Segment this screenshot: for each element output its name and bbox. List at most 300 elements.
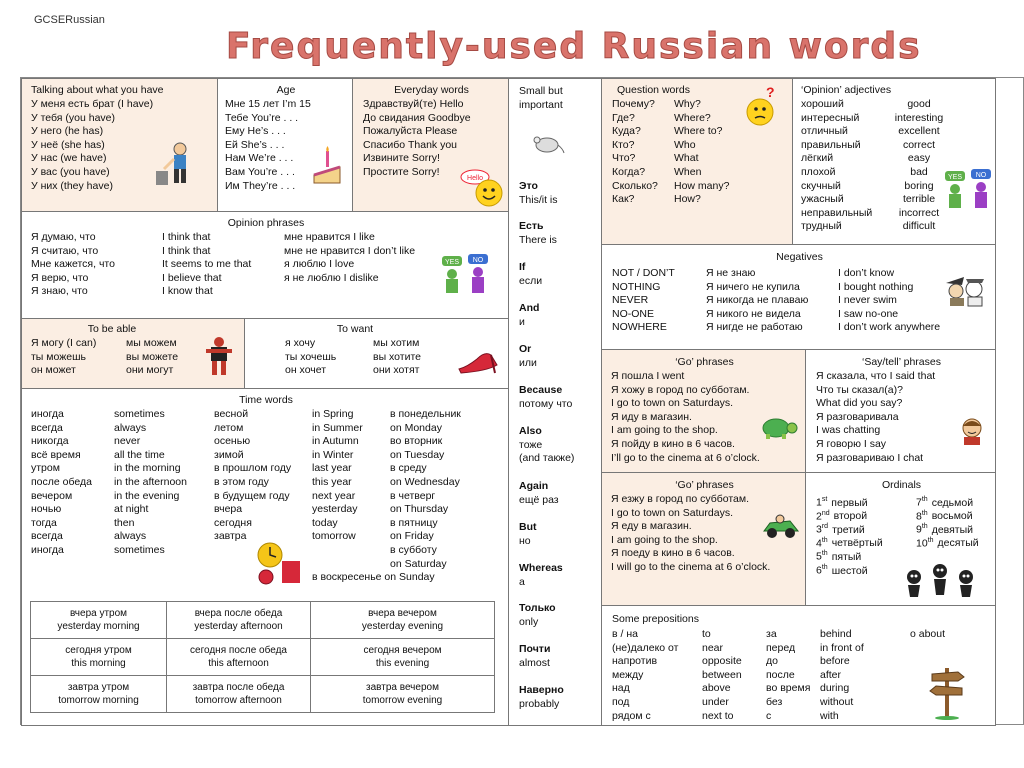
adjective-russian: скучный	[801, 179, 841, 192]
time-word-english: always	[114, 530, 147, 543]
everyday-line: Извините Sorry!	[363, 152, 440, 165]
time-word-russian: всегда	[31, 421, 63, 434]
small-word-translation: only	[519, 616, 539, 628]
day-russian: в среду	[390, 462, 427, 475]
everyday-box	[352, 78, 509, 212]
everyday-line: Здравствуй(те) Hello	[363, 98, 464, 110]
go-phrases-heading: ‘Go’ phrases	[675, 356, 734, 368]
no-badge: NO	[472, 257, 484, 264]
yes-badge: YES	[444, 259, 460, 266]
adjective-english: bad	[910, 166, 928, 178]
preposition-cell: under	[702, 696, 729, 708]
able-plural: они могут	[126, 364, 174, 377]
question-word-english: Where?	[674, 111, 711, 124]
time-heading: Time words	[239, 394, 293, 406]
question-word: Что?	[612, 152, 636, 165]
small-word-english: Есть	[519, 220, 544, 232]
opinion-like: мне не нравится I don’t like	[284, 244, 416, 257]
hello-smiley-icon	[459, 167, 507, 209]
go-phrase-line: Я иду в магазин.	[611, 410, 692, 423]
day-russian: в понедельник	[390, 408, 461, 420]
negative-english: I never swim	[838, 294, 897, 307]
time-word-english: sometimes	[114, 544, 165, 556]
everyday-line: До свидания Goodbye	[363, 111, 471, 124]
question-word-english: What	[674, 152, 699, 165]
adjective-russian: правильный	[801, 138, 861, 151]
svg-text:?: ?	[766, 85, 775, 100]
preposition-cell: with	[820, 709, 839, 722]
puzzled-face-icon	[744, 85, 780, 129]
brand-label: GCSERussian	[34, 14, 105, 26]
small-word-translation: ещё раз	[519, 494, 559, 506]
clocks-icon	[254, 539, 304, 587]
preposition-cell: between	[702, 668, 742, 681]
small-word-english: Whereas	[519, 562, 563, 574]
adjective-english: difficult	[902, 220, 936, 233]
detectives-icon	[942, 273, 988, 307]
ordinal-suffix: rd	[821, 523, 829, 531]
everyday-line: Спасибо Thank you	[363, 138, 458, 151]
negative-russian: Я никого не видела	[706, 307, 801, 320]
go-phrase-2-line: I will go to the cinema at 6 o’clock.	[611, 560, 771, 573]
time-grid-english: this evening	[375, 658, 430, 669]
say-tell-line: Что ты сказал(а)?	[816, 383, 903, 396]
tortoise-icon	[758, 414, 798, 440]
ordinal-word: четвёртый	[831, 537, 883, 550]
day-english: on Wednesday	[390, 476, 460, 488]
ordinal-number: 1	[816, 496, 822, 509]
go-phrase-line: Я хожу в город по субботам.	[611, 383, 750, 396]
go-phrases-box	[601, 349, 806, 473]
ordinal-number: 2	[816, 510, 822, 523]
talking-line: У него (he has)	[31, 125, 104, 138]
small-word-translation: This/it is	[519, 194, 558, 206]
negative-english: I don’t know	[838, 267, 895, 279]
want-singular: он хочет	[285, 364, 327, 377]
small-word-english: Это	[519, 180, 538, 192]
signpost-icon	[928, 664, 966, 720]
time-grid-english: tomorrow morning	[58, 695, 139, 706]
adjective-english: terrible	[902, 193, 936, 206]
ordinal-number: 10	[916, 537, 928, 550]
question-word: Почему?	[612, 98, 655, 110]
preposition-cell: opposite	[702, 655, 742, 668]
season-english: in Winter	[312, 448, 354, 461]
time-grid-russian: вчера утром	[69, 608, 128, 619]
negative-russian: Я нигде не работаю	[706, 321, 803, 334]
season-english: today	[312, 516, 338, 529]
say-tell-line: What did you say?	[816, 397, 903, 410]
preposition-cell: с	[766, 709, 772, 722]
season-russian: в будущем году	[214, 489, 290, 502]
ordinal-suffix: th	[821, 536, 828, 544]
question-word-english: When	[674, 166, 702, 178]
preposition-cell: без	[766, 696, 783, 708]
shoe-icon	[457, 341, 501, 377]
question-word: Кто?	[612, 138, 635, 151]
talking-line: У тебя (you have)	[31, 111, 115, 124]
negative-russian: Я ничего не купила	[706, 280, 800, 293]
time-grid-english: this morning	[71, 658, 126, 669]
season-russian: зимой	[214, 448, 244, 461]
want-box	[244, 318, 509, 389]
opinion-english: I think that	[162, 231, 211, 243]
question-word: Сколько?	[612, 179, 658, 192]
day-russian: в субботу	[390, 544, 437, 556]
opinion-russian: Я думаю, что	[31, 231, 96, 243]
age-line: Вам You’re . . .	[225, 165, 295, 178]
small-word-translation: There is	[519, 234, 557, 246]
preposition-cell: behind	[820, 628, 852, 640]
small-word-translation: almost	[519, 657, 550, 669]
time-word-english: never	[114, 435, 141, 448]
time-word-english: sometimes	[114, 408, 165, 420]
time-grid-english: yesterday morning	[57, 621, 140, 632]
negative-english: I don’t work anywhere	[838, 321, 941, 334]
adjectives-heading: ‘Opinion’ adjectives	[801, 84, 892, 96]
time-word-russian: утром	[31, 462, 60, 475]
go-phrase-2-line: Я поеду в кино в 6 часов.	[611, 547, 735, 560]
ordinal-word: шестой	[831, 564, 868, 577]
negative-label: NOTHING	[612, 280, 661, 293]
time-grid-cell	[30, 601, 167, 639]
time-word-english: in the afternoon	[114, 476, 187, 488]
small-word-english: Because	[519, 384, 563, 396]
ordinal-number: 3	[816, 523, 822, 536]
ordinal-word: девятый	[931, 523, 974, 536]
opinion-russian: Мне кажется, что	[31, 258, 115, 271]
season-russian: вчера	[214, 503, 243, 516]
time-grid-english: yesterday evening	[361, 621, 444, 632]
go-phrase-2-line: Я езжу в город по субботам.	[611, 493, 750, 505]
time-word-english: in the evening	[114, 489, 180, 502]
say-tell-heading: ‘Say/tell’ phrases	[862, 356, 941, 368]
ordinal-suffix: nd	[821, 509, 830, 517]
adjective-russian: плохой	[801, 166, 836, 178]
question-word: Где?	[612, 111, 635, 124]
time-grid-russian: завтра утром	[67, 682, 130, 693]
opinion-english: It seems to me that	[162, 258, 252, 271]
time-word-russian: никогда	[31, 435, 69, 448]
talking-line: У неё (she has)	[31, 138, 105, 151]
talking-line: У вас (you have)	[31, 165, 110, 178]
yes-no-people-icon	[440, 252, 492, 294]
want-singular: я хочу	[285, 337, 316, 349]
preposition-cell: next to	[702, 709, 734, 722]
season-russian: летом	[214, 421, 244, 434]
time-word-english: always	[114, 421, 147, 434]
preposition-cell: перед	[766, 641, 796, 654]
time-box	[21, 388, 509, 726]
preposition-cell: without	[820, 696, 854, 708]
ordinal-word: восьмой	[931, 510, 973, 523]
yes-no-people-icon	[943, 167, 995, 209]
day-russian: в четверг	[390, 489, 436, 502]
opinion-english: I think that	[162, 244, 211, 257]
ordinal-row-right	[916, 534, 979, 551]
preposition-cell: рядом с	[612, 709, 651, 722]
negative-english: I bought nothing	[838, 280, 914, 293]
small-word-translation: или	[519, 357, 537, 369]
go-phrases-2-heading: ‘Go’ phrases	[675, 479, 734, 491]
talking-line: У нас (we have)	[31, 152, 107, 165]
ordinals-box	[805, 472, 996, 606]
question-heading: Question words	[617, 84, 690, 96]
age-line: Ему He’s . . .	[225, 125, 286, 138]
time-grid-russian: сегодня утром	[65, 645, 132, 656]
ordinal-suffix: st	[821, 496, 828, 503]
age-line: Нам We’re . . .	[225, 152, 294, 165]
small-word-note: (and также)	[519, 452, 575, 464]
say-tell-line: Я говорю I say	[816, 437, 887, 450]
say-tell-line: Я разговариваю I chat	[816, 451, 924, 464]
day-english: on Friday	[390, 530, 434, 543]
race-car-icon	[762, 511, 800, 541]
question-word: Когда?	[612, 166, 646, 178]
go-phrase-line: Я пошла I went	[611, 370, 685, 382]
small-word-translation: а	[519, 576, 525, 588]
season-english: this year	[312, 476, 352, 488]
season-russian: осенью	[214, 435, 251, 448]
time-grid-russian: сегодня вечером	[363, 645, 442, 656]
opinion-like: я не люблю I dislike	[284, 271, 379, 284]
season-english: in Spring	[312, 408, 354, 420]
everyday-list	[363, 98, 471, 180]
want-plural: вы хотите	[373, 350, 421, 363]
time-grid-russian: завтра вечером	[366, 682, 439, 693]
ordinal-suffix: th	[921, 509, 928, 517]
ordinal-word: второй	[833, 510, 868, 523]
everyday-heading: Everyday words	[394, 84, 469, 96]
preposition-cell: in front of	[820, 641, 864, 654]
adjective-russian: отличный	[801, 125, 848, 138]
time-word-russian: после обеда	[31, 476, 92, 488]
question-word: Куда?	[612, 125, 641, 138]
time-grid-cell	[310, 675, 495, 713]
day-sunday: в воскресенье on Sunday	[312, 571, 435, 584]
time-word-russian: вечером	[31, 489, 73, 502]
go-phrase-2-line: I am going to the shop.	[611, 533, 718, 546]
preposition-cell: над	[612, 682, 630, 695]
preposition-cell: между	[612, 668, 644, 681]
ordinal-word: седьмой	[931, 496, 974, 509]
strongman-icon	[206, 335, 232, 377]
everyday-line: Простите Sorry!	[363, 165, 440, 178]
opinion-like: я люблю I love	[284, 258, 355, 271]
time-grid-cell	[166, 601, 311, 639]
time-word-russian: тогда	[31, 516, 57, 529]
preposition-cell: до	[766, 655, 778, 668]
negatives-box	[601, 244, 996, 350]
day-english: on Thursday	[390, 503, 449, 516]
want-plural: мы хотим	[373, 337, 420, 349]
season-russian: сегодня	[214, 516, 252, 529]
able-singular: он может	[31, 364, 76, 377]
small-word-english: And	[519, 302, 540, 314]
negative-label: NOWHERE	[612, 321, 667, 334]
want-plural: они хотят	[373, 364, 420, 377]
opinion-russian: Я считаю, что	[31, 244, 99, 257]
ordinal-number: 8	[916, 510, 922, 523]
adjective-english: excellent	[898, 125, 940, 138]
talking-heading: Talking about what you have	[31, 84, 164, 96]
opinion-english: I know that	[162, 285, 213, 298]
able-plural: мы можем	[126, 337, 177, 349]
time-grid-russian: сегодня после обеда	[190, 645, 287, 656]
ordinal-number: 6	[816, 564, 822, 577]
season-russian: завтра	[214, 530, 247, 543]
preposition-cell: during	[820, 682, 850, 695]
everyday-line: Пожалуйста Please	[363, 125, 458, 138]
ordinal-number: 5	[816, 550, 822, 563]
adjective-english: good	[907, 98, 931, 110]
small-word-english: If	[519, 261, 526, 273]
season-english: last year	[312, 462, 352, 475]
age-box	[217, 78, 353, 212]
small-word-english: Только	[519, 602, 556, 614]
question-box	[601, 78, 793, 245]
able-box	[21, 318, 245, 389]
go-phrase-line: I go to town on Saturdays.	[611, 397, 733, 410]
talking-person-icon	[956, 416, 988, 446]
adjective-russian: интересный	[801, 111, 860, 124]
podium-people-icon	[902, 561, 978, 601]
age-heading: Age	[276, 84, 296, 96]
age-list	[225, 98, 311, 193]
season-english: in Summer	[312, 421, 363, 434]
season-english: yesterday	[312, 503, 358, 516]
small-word-english: Also	[519, 425, 542, 437]
ordinal-suffix: th	[821, 564, 828, 571]
talking-line: У меня есть брат (I have)	[31, 98, 154, 110]
season-english: next year	[312, 489, 356, 502]
want-heading: To want	[336, 323, 374, 335]
say-tell-line: I was chatting	[816, 424, 881, 437]
ordinal-word: пятый	[831, 550, 862, 563]
able-plural: вы можете	[126, 350, 179, 363]
adjective-english: interesting	[894, 111, 944, 124]
small-word-english: Again	[519, 480, 549, 492]
worksheet	[20, 77, 1024, 725]
hello-text: Hello	[467, 175, 483, 182]
yes-badge: YES	[947, 174, 963, 181]
negative-label: NEVER	[612, 294, 649, 307]
preposition-cell: above	[702, 682, 731, 695]
page-title: Frequently-used Russian words	[226, 26, 922, 67]
preposition-cell: о about	[910, 628, 946, 640]
small-words-box	[508, 78, 602, 726]
small-word-translation: но	[519, 535, 531, 547]
go-phrases-2-box	[601, 472, 806, 606]
prepositions-box	[601, 605, 996, 726]
opinion-heading: Opinion phrases	[227, 217, 305, 229]
small-word-english: But	[519, 521, 537, 533]
time-word-english: then	[114, 516, 135, 529]
ordinal-word: десятый	[937, 537, 979, 550]
small-word-translation: потому что	[519, 398, 573, 410]
time-word-english: at night	[114, 503, 149, 516]
day-russian: во вторник	[390, 435, 443, 448]
preposition-cell: after	[820, 668, 842, 681]
time-word-russian: иногда	[31, 408, 64, 420]
prepositions-heading: Some prepositions	[612, 613, 699, 625]
time-grid-russian: вчера вечером	[368, 608, 437, 619]
talking-line: У них (they have)	[31, 179, 113, 192]
ordinal-suffix: th	[821, 550, 828, 558]
question-word-english: How many?	[674, 179, 730, 192]
age-line: Мне 15 лет I’m 15	[225, 98, 311, 110]
adjective-english: correct	[902, 138, 936, 151]
time-grid-english: tomorrow evening	[362, 695, 443, 706]
adjective-russian: неправильный	[801, 206, 873, 219]
day-russian: в пятницу	[390, 516, 438, 529]
opinion-russian: Я верю, что	[31, 271, 89, 284]
time-word-english: in the morning	[114, 462, 181, 475]
adjective-russian: ужасный	[801, 193, 844, 206]
want-singular: ты хочешь	[285, 350, 337, 363]
season-russian: весной	[214, 408, 249, 420]
able-singular: ты можешь	[31, 350, 86, 363]
adjective-russian: трудный	[801, 220, 842, 233]
talking-box	[21, 78, 218, 212]
age-line: Им They’re . . .	[225, 179, 296, 192]
question-word-english: Where to?	[674, 125, 723, 138]
season-english: tomorrow	[312, 530, 356, 543]
time-word-russian: ночью	[31, 503, 62, 516]
ordinal-number: 4	[816, 537, 822, 550]
opinion-russian: Я знаю, что	[31, 285, 88, 298]
ordinal-suffix: th	[921, 523, 928, 531]
say-tell-line: Я сказала, что I said that	[816, 370, 936, 382]
no-badge: NO	[975, 172, 987, 179]
say-tell-box	[805, 349, 996, 473]
go-phrase-line: I am going to the shop.	[611, 424, 718, 437]
small-word-english: Or	[519, 343, 532, 355]
preposition-cell: (не)далеко от	[612, 641, 679, 654]
ordinal-word: третий	[832, 523, 865, 536]
ordinal-word: первый	[831, 496, 868, 509]
negative-english: I saw no-one	[838, 307, 899, 320]
time-grid-cell	[166, 638, 311, 676]
adjective-russian: хороший	[801, 98, 844, 110]
time-word-russian: иногда	[31, 544, 64, 556]
small-words-heading: Small but important	[519, 85, 563, 111]
day-english: on Monday	[390, 421, 442, 434]
time-grid-cell	[166, 675, 311, 713]
negatives-heading: Negatives	[776, 251, 823, 263]
negative-russian: Я не знаю	[706, 267, 756, 279]
adjective-english: boring	[904, 179, 934, 192]
adjective-english: easy	[907, 152, 931, 165]
go-phrase-2-line: I go to town on Saturdays.	[611, 506, 733, 519]
season-russian: в этом году	[214, 476, 269, 488]
day-english: on Saturday	[390, 557, 447, 570]
time-grid-cell	[310, 638, 495, 676]
time-grid-english: this afternoon	[208, 658, 269, 669]
adjective-english: incorrect	[898, 206, 940, 219]
age-line: Тебе You’re . . .	[225, 111, 299, 124]
preposition-cell: за	[766, 628, 777, 640]
season-russian: в прошлом году	[214, 462, 292, 475]
say-tell-line: Я разговаривала	[816, 410, 899, 423]
question-word: Как?	[612, 193, 635, 206]
day-english: on Tuesday	[390, 448, 445, 461]
preposition-cell: near	[702, 641, 724, 654]
go-phrases-list	[611, 370, 760, 465]
able-heading: To be able	[87, 323, 137, 335]
go-phrases-2-list	[611, 493, 770, 575]
time-grid-cell	[30, 638, 167, 676]
